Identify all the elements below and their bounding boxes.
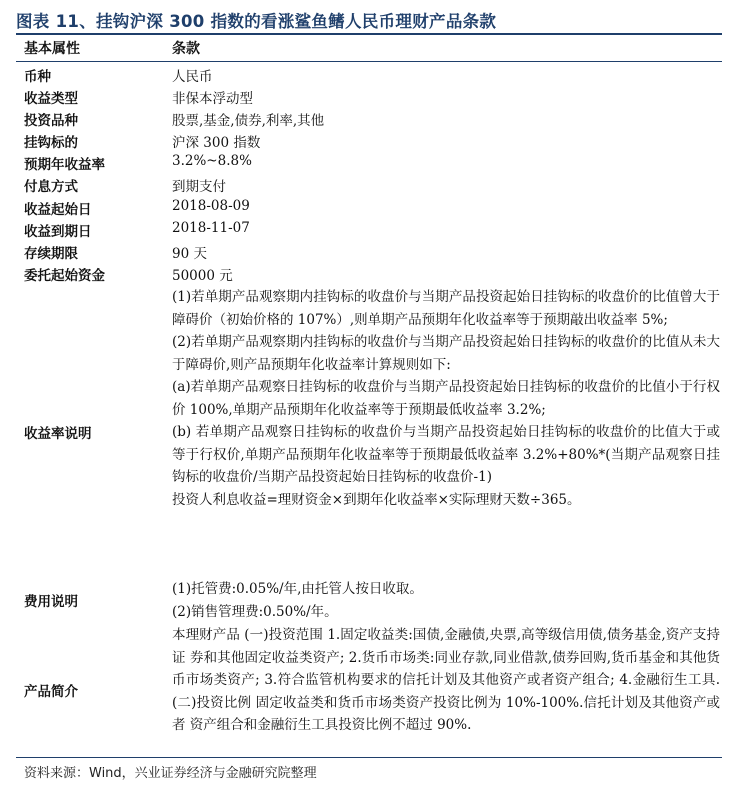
yield-description-text <box>172 286 720 511</box>
row-label: 预期年收益率 <box>24 157 105 173</box>
yield-paragraph-b: (b) 若单期产品观察日挂钩标的收盘价与当期产品投资起始日挂钩标的收盘价的比值大于或等于行权价,单期产品预期年化收益率等于预期最低收益率 3.2%+80%*(当期产品观察日挂钩标的收盘价/当期产品投资起始日挂钩标的收盘价-1) <box>172 424 720 485</box>
row-value: 沪深 300 指数 <box>172 135 261 151</box>
header-attribute: 基本属性 <box>24 41 80 57</box>
fee-paragraph-2: (2)销售管理费:0.50%/年。 <box>172 603 338 620</box>
row-label: 投资品种 <box>24 113 78 129</box>
figure-title: 图表 11、挂钩沪深 300 指数的看涨鲨鱼鳍人民币理财产品条款 <box>16 12 497 31</box>
yield-paragraph-formula: 投资人利息收益=理财资金×到期年化收益率×实际理财天数÷365。 <box>172 491 581 508</box>
row-label: 收益类型 <box>24 91 78 107</box>
source-note: 资料来源：Wind，兴业证券经济与金融研究院整理 <box>24 766 317 781</box>
product-intro-paragraph: 本理财产品 (一)投资范围 1.固定收益类:国债,金融债,央票,高等级信用债,债务基金,资产支持证 券和其他固定收益类资产; 2.货币市场类:同业存款,同业借款,债券回购,货币基金和其他货币市场类资产; 3.符合监管机构要求的信托计划及其他资产或者资产组合; 4.金融衍生工具. (二)投资比例 固定收益类和货币市场类资产投资比例为 10%-100%.信托计划及其他资产或者 资产组合和金融衍生工具投资比例不超过 90%. <box>172 627 720 733</box>
fee-description-label: 费用说明 <box>24 594 78 610</box>
row-value: 股票,基金,债券,利率,其他 <box>172 113 325 129</box>
row-value: 非保本浮动型 <box>172 91 253 107</box>
footer-rule <box>16 757 722 758</box>
row-label: 付息方式 <box>24 179 78 195</box>
header-terms: 条款 <box>172 41 200 57</box>
row-label: 收益到期日 <box>24 224 92 240</box>
yield-paragraph-1: (1)若单期产品观察期内挂钩标的收盘价与当期产品投资起始日挂钩标的收盘价的比值曾大于障碍价（初始价格的 107%）,则单期产品预期年化收益率等于预期敲出收益率 5%; <box>172 289 720 328</box>
row-label: 挂钩标的 <box>24 135 78 151</box>
yield-paragraph-2: (2)若单期产品观察期内挂钩标的收盘价与当期产品投资起始日挂钩标的收盘价的比值从未大于障碍价,则产品预期年化收益率计算规则如下: <box>172 334 720 373</box>
row-label: 委托起始资金 <box>24 268 105 284</box>
row-value: 3.2%~8.8% <box>172 153 252 169</box>
row-label: 存续期限 <box>24 246 78 262</box>
product-intro-label: 产品简介 <box>24 684 78 700</box>
row-value: 50000 元 <box>172 268 233 284</box>
header-top-rule <box>16 33 722 35</box>
row-value: 90 天 <box>172 246 207 262</box>
row-value: 到期支付 <box>172 179 226 195</box>
yield-description-label: 收益率说明 <box>24 426 92 442</box>
fee-paragraph-1: (1)托管费:0.05%/年,由托管人按日收取。 <box>172 581 423 597</box>
row-label: 收益起始日 <box>24 202 92 218</box>
row-label: 币种 <box>24 69 51 85</box>
header-bottom-rule <box>16 61 722 62</box>
product-intro-text <box>172 624 720 737</box>
row-value: 2018-11-07 <box>172 220 250 236</box>
row-value: 人民币 <box>172 69 213 85</box>
row-value: 2018-08-09 <box>172 198 250 214</box>
fee-description-text <box>172 578 720 623</box>
yield-paragraph-a: (a)若单期产品观察日挂钩标的收盘价与当期产品投资起始日挂钩标的收盘价的比值小于行权价 100%,单期产品预期年化收益率等于预期最低收益率 3.2%; <box>172 379 720 418</box>
